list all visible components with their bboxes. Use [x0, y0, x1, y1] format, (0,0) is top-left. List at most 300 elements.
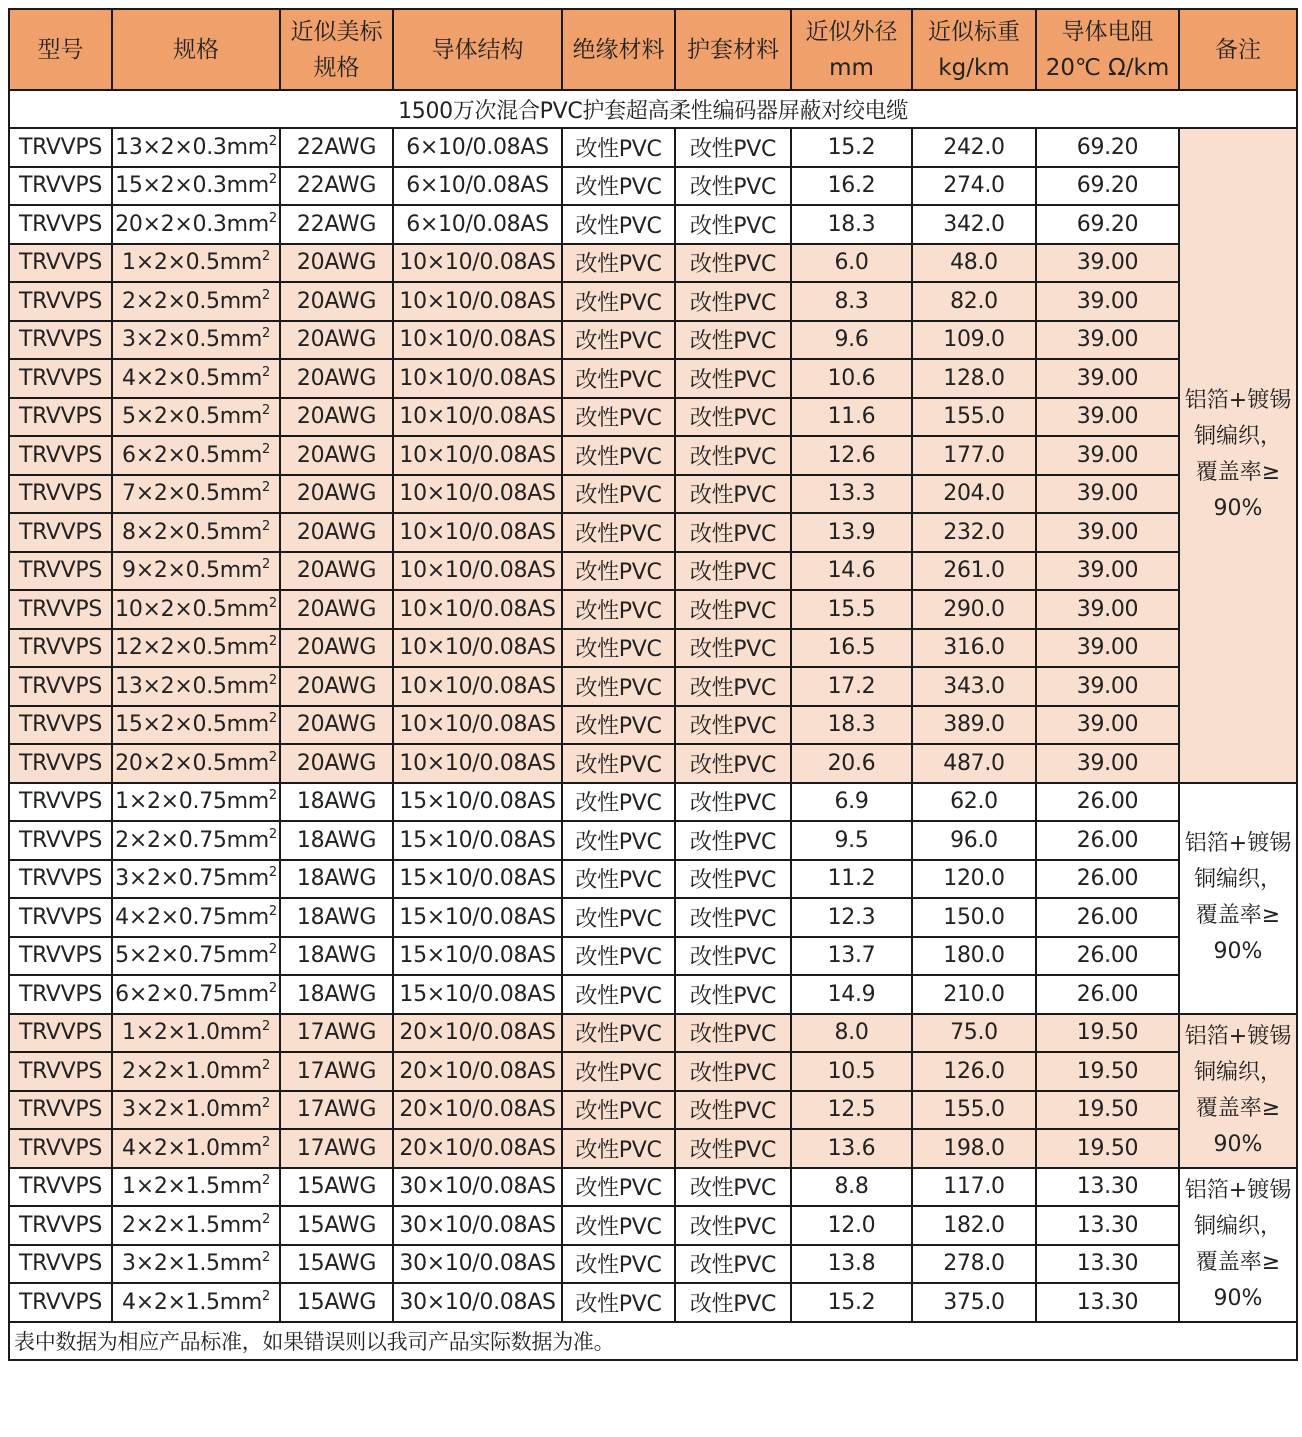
- cell-weight: [912, 898, 1036, 937]
- cell-sheath-text: 改性PVC: [689, 521, 777, 547]
- cell-sheath: [675, 667, 791, 706]
- cell-spec: [112, 1168, 280, 1207]
- cell-conductor: [393, 629, 562, 668]
- cell-sheath: [675, 205, 791, 244]
- cell-conductor: [393, 783, 562, 822]
- cell-conductor-text: 10×10/0.08AS: [399, 327, 556, 353]
- cell-outer-diameter: [791, 975, 912, 1014]
- cell-weight: [912, 667, 1036, 706]
- cell-sheath-text: 改性PVC: [689, 136, 777, 162]
- cell-conductor: [393, 552, 562, 591]
- header-resistance: [1036, 9, 1179, 90]
- cell-spec: [112, 359, 280, 398]
- unit-superscript: 2: [262, 287, 270, 303]
- cell-sheath: [675, 1168, 791, 1207]
- table-row: [9, 898, 1297, 937]
- cell-awg-text: 20AWG: [296, 250, 377, 276]
- cell-outer-diameter-text: 14.9: [827, 981, 876, 1007]
- cell-weight-text: 48.0: [950, 250, 998, 276]
- cell-outer-diameter-text: 10.6: [827, 365, 876, 391]
- remark-cell: [1179, 1014, 1297, 1168]
- cell-outer-diameter: [791, 398, 912, 437]
- cell-awg: [280, 1129, 393, 1168]
- cell-resistance: [1036, 359, 1179, 398]
- cell-spec-text: 2×2×0.75mm: [115, 827, 269, 853]
- cell-sheath-text: 改性PVC: [689, 1176, 777, 1202]
- cell-model-text: TRVVPS: [18, 327, 103, 353]
- cell-insulation: [562, 205, 675, 244]
- cell-resistance: [1036, 860, 1179, 899]
- cell-model: [9, 744, 112, 783]
- cell-insulation-text: 改性PVC: [575, 752, 662, 778]
- cell-awg: [280, 244, 393, 283]
- cell-resistance-text: 13.30: [1076, 1212, 1139, 1238]
- cell-spec-text: 8×2×0.5mm: [122, 519, 263, 545]
- cell-insulation-text: 改性PVC: [575, 1176, 662, 1202]
- cell-outer-diameter-text: 17.2: [827, 673, 876, 699]
- cell-awg: [280, 898, 393, 937]
- footnote-row: [9, 1322, 1297, 1360]
- unit-superscript: 2: [262, 364, 270, 380]
- cell-resistance-text: 13.30: [1076, 1174, 1139, 1200]
- cell-resistance-text: 69.20: [1076, 173, 1139, 199]
- header-conductor-line1: 导体结构: [431, 36, 524, 63]
- cell-outer-diameter: [791, 1206, 912, 1245]
- cell-weight: [912, 1245, 1036, 1284]
- cell-spec: [112, 1091, 280, 1130]
- cell-spec: [112, 1014, 280, 1053]
- cell-awg-text: 17AWG: [296, 1058, 377, 1084]
- cell-resistance: [1036, 975, 1179, 1014]
- cell-insulation: [562, 359, 675, 398]
- remark-line: 覆盖率≥: [1195, 1095, 1281, 1121]
- cell-model: [9, 244, 112, 283]
- table-row: [9, 1206, 1297, 1245]
- cell-spec-text: 2×2×1.0mm: [122, 1058, 263, 1084]
- table-row: [9, 475, 1297, 514]
- footnote: 表中数据为相应产品标准，如果错误则以我司产品实际数据为准。: [9, 1322, 1297, 1360]
- cell-sheath-text: 改性PVC: [689, 290, 777, 316]
- cell-weight-text: 204.0: [943, 481, 1005, 507]
- cell-outer-diameter-text: 8.0: [834, 1020, 869, 1046]
- cell-model: [9, 1283, 112, 1322]
- cable-spec-table: [8, 8, 1298, 1361]
- cell-conductor-text: 15×10/0.08AS: [399, 943, 556, 969]
- remark-line: 铜编织，: [1193, 1059, 1282, 1085]
- cell-spec: [112, 1129, 280, 1168]
- cell-insulation-text: 改性PVC: [575, 791, 662, 817]
- cell-weight: [912, 167, 1036, 206]
- unit-superscript: 2: [262, 557, 270, 573]
- header-spec: [112, 9, 280, 90]
- cell-weight-text: 316.0: [943, 635, 1005, 661]
- header-model-line1: 型号: [37, 36, 84, 63]
- cell-resistance: [1036, 282, 1179, 321]
- cell-conductor: [393, 1091, 562, 1130]
- remark-line: 90%: [1213, 939, 1263, 964]
- cell-conductor: [393, 1245, 562, 1284]
- cell-conductor-text: 15×10/0.08AS: [399, 866, 556, 892]
- cell-model: [9, 975, 112, 1014]
- cell-weight: [912, 1129, 1036, 1168]
- cell-sheath: [675, 475, 791, 514]
- cell-insulation: [562, 898, 675, 937]
- cell-outer-diameter-text: 12.6: [827, 442, 876, 468]
- cell-model: [9, 590, 112, 629]
- cell-sheath: [675, 1206, 791, 1245]
- cell-weight-text: 82.0: [950, 288, 998, 314]
- cell-resistance: [1036, 436, 1179, 475]
- cell-awg-text: 17AWG: [296, 1135, 377, 1161]
- cell-awg-text: 22AWG: [296, 173, 377, 199]
- cell-resistance-text: 39.00: [1076, 519, 1139, 545]
- cell-awg-text: 20AWG: [296, 712, 377, 738]
- cell-weight-text: 150.0: [943, 904, 1005, 930]
- cell-outer-diameter-text: 11.2: [827, 866, 876, 892]
- cell-sheath: [675, 398, 791, 437]
- cell-spec-text: 2×2×0.5mm: [122, 288, 263, 314]
- header-row: [9, 9, 1297, 90]
- cell-model: [9, 205, 112, 244]
- cell-weight-text: 75.0: [950, 1020, 998, 1046]
- cell-outer-diameter: [791, 244, 912, 283]
- cell-insulation-text: 改性PVC: [575, 483, 662, 509]
- cell-awg: [280, 1168, 393, 1207]
- cell-spec-text: 1×2×1.0mm: [122, 1020, 263, 1046]
- cell-conductor-text: 30×10/0.08AS: [399, 1174, 556, 1200]
- cell-insulation-text: 改性PVC: [575, 521, 662, 547]
- cell-spec-text: 4×2×0.5mm: [122, 365, 263, 391]
- cell-weight: [912, 1014, 1036, 1053]
- header-outer-diameter-line1: 近似外径: [805, 18, 898, 45]
- cell-conductor-text: 10×10/0.08AS: [399, 712, 556, 738]
- cell-resistance: [1036, 706, 1179, 745]
- cell-outer-diameter: [791, 1014, 912, 1053]
- header-weight-line1: 近似标重: [928, 18, 1020, 45]
- cell-conductor: [393, 1283, 562, 1322]
- cell-conductor-text: 10×10/0.08AS: [399, 404, 556, 430]
- table-body: [9, 90, 1297, 1322]
- cell-insulation: [562, 1283, 675, 1322]
- cell-awg: [280, 1091, 393, 1130]
- cell-insulation: [562, 1014, 675, 1053]
- cell-resistance-text: 39.00: [1076, 442, 1139, 468]
- cell-conductor-text: 15×10/0.08AS: [399, 789, 556, 815]
- cell-outer-diameter-text: 11.6: [827, 404, 876, 430]
- cell-conductor: [393, 321, 562, 360]
- cell-insulation: [562, 398, 675, 437]
- cell-weight-text: 210.0: [943, 981, 1005, 1007]
- cell-conductor-text: 10×10/0.08AS: [399, 288, 556, 314]
- remark-line: 覆盖率≥: [1195, 903, 1281, 928]
- cell-insulation-text: 改性PVC: [575, 252, 662, 278]
- cell-sheath-text: 改性PVC: [689, 1060, 777, 1086]
- remark-line: 90%: [1213, 496, 1263, 522]
- cell-insulation: [562, 667, 675, 706]
- cell-spec: [112, 282, 280, 321]
- cell-resistance-text: 39.00: [1076, 481, 1139, 507]
- cell-weight: [912, 398, 1036, 437]
- cell-resistance-text: 39.00: [1076, 558, 1139, 584]
- cell-spec-text: 20×2×0.3mm: [115, 211, 269, 237]
- cell-conductor-text: 15×10/0.08AS: [399, 904, 556, 930]
- cell-model: [9, 475, 112, 514]
- cell-model-text: TRVVPS: [18, 519, 103, 545]
- cell-insulation-text: 改性PVC: [575, 329, 662, 355]
- cell-awg-text: 20AWG: [296, 596, 377, 622]
- cell-outer-diameter: [791, 590, 912, 629]
- cell-outer-diameter: [791, 937, 912, 976]
- cell-outer-diameter-text: 9.5: [834, 827, 869, 853]
- cell-sheath-text: 改性PVC: [689, 598, 777, 624]
- cell-model-text: TRVVPS: [18, 558, 103, 584]
- cell-awg-text: 20AWG: [296, 673, 377, 699]
- cell-conductor: [393, 398, 562, 437]
- cell-awg: [280, 552, 393, 591]
- cell-resistance: [1036, 783, 1179, 822]
- cell-resistance: [1036, 244, 1179, 283]
- cell-awg-text: 20AWG: [296, 365, 377, 391]
- cell-resistance: [1036, 167, 1179, 206]
- cell-weight: [912, 205, 1036, 244]
- table-row: [9, 783, 1297, 822]
- cell-spec-text: 1×2×0.75mm: [115, 789, 269, 815]
- cell-model: [9, 513, 112, 552]
- cell-sheath: [675, 244, 791, 283]
- cell-insulation-text: 改性PVC: [575, 213, 662, 239]
- cell-spec: [112, 1245, 280, 1284]
- cell-weight: [912, 783, 1036, 822]
- cell-insulation: [562, 321, 675, 360]
- cell-spec: [112, 898, 280, 937]
- remark-line: 覆盖率≥: [1195, 1249, 1281, 1275]
- cell-weight-text: 389.0: [943, 712, 1005, 738]
- cell-conductor: [393, 282, 562, 321]
- cell-weight: [912, 436, 1036, 475]
- header-resistance-line1: 导体电阻: [1061, 18, 1154, 45]
- cell-awg-text: 20AWG: [296, 558, 377, 584]
- cell-sheath: [675, 128, 791, 167]
- cell-outer-diameter-text: 8.3: [834, 288, 869, 314]
- table-row: [9, 1014, 1297, 1053]
- cell-insulation-text: 改性PVC: [575, 1253, 662, 1279]
- cell-outer-diameter: [791, 282, 912, 321]
- cell-insulation: [562, 937, 675, 976]
- cell-insulation: [562, 744, 675, 783]
- cell-model-text: TRVVPS: [18, 250, 103, 276]
- cell-awg: [280, 667, 393, 706]
- cell-weight-text: 96.0: [950, 827, 998, 853]
- cell-model-text: TRVVPS: [18, 365, 103, 391]
- cell-conductor: [393, 1014, 562, 1053]
- cell-outer-diameter-text: 15.2: [827, 1289, 876, 1315]
- cell-sheath: [675, 167, 791, 206]
- cell-awg-text: 18AWG: [296, 866, 377, 892]
- cell-conductor: [393, 590, 562, 629]
- cell-conductor-text: 10×10/0.08AS: [399, 519, 556, 545]
- cell-sheath-text: 改性PVC: [689, 252, 777, 278]
- cell-awg-text: 18AWG: [296, 789, 377, 815]
- cell-awg: [280, 1283, 393, 1322]
- cell-conductor-text: 10×10/0.08AS: [399, 250, 556, 276]
- cell-conductor-text: 30×10/0.08AS: [399, 1289, 556, 1315]
- cell-insulation: [562, 706, 675, 745]
- cell-outer-diameter: [791, 629, 912, 668]
- cell-outer-diameter: [791, 667, 912, 706]
- cell-insulation-text: 改性PVC: [575, 1137, 662, 1163]
- cell-model: [9, 552, 112, 591]
- cell-awg: [280, 860, 393, 899]
- cell-outer-diameter-text: 9.6: [834, 327, 869, 353]
- cell-sheath: [675, 706, 791, 745]
- cell-insulation: [562, 513, 675, 552]
- cell-awg: [280, 398, 393, 437]
- cell-resistance: [1036, 128, 1179, 167]
- header-awg: [280, 9, 393, 90]
- remark-line: 铜编织，: [1193, 424, 1282, 450]
- table-title-row: [9, 90, 1297, 128]
- unit-superscript: 2: [268, 210, 277, 226]
- cell-model: [9, 1052, 112, 1091]
- cell-model: [9, 128, 112, 167]
- cell-conductor-text: 15×10/0.08AS: [399, 827, 556, 853]
- cell-conductor: [393, 167, 562, 206]
- cell-spec: [112, 1052, 280, 1091]
- cell-awg-text: 20AWG: [296, 481, 377, 507]
- cell-spec-text: 1×2×0.5mm: [122, 250, 263, 276]
- cell-outer-diameter: [791, 321, 912, 360]
- remark-line: 铝箔+镀锡: [1184, 831, 1292, 856]
- cell-spec: [112, 128, 280, 167]
- cell-outer-diameter: [791, 1091, 912, 1130]
- cell-insulation-text: 改性PVC: [575, 637, 662, 663]
- cell-conductor: [393, 1052, 562, 1091]
- cell-outer-diameter-text: 13.7: [827, 943, 876, 969]
- cell-weight-text: 128.0: [943, 365, 1005, 391]
- cell-sheath-text: 改性PVC: [689, 945, 777, 971]
- cell-spec-text: 13×2×0.5mm: [115, 673, 269, 699]
- cell-resistance-text: 69.20: [1076, 134, 1139, 160]
- cell-model-text: TRVVPS: [18, 750, 103, 776]
- cell-resistance: [1036, 513, 1179, 552]
- unit-superscript: 2: [262, 518, 270, 534]
- unit-superscript: 2: [268, 942, 277, 958]
- cell-spec-text: 4×2×1.5mm: [122, 1289, 263, 1315]
- cell-conductor-text: 10×10/0.08AS: [399, 365, 556, 391]
- cell-weight: [912, 744, 1036, 783]
- unit-superscript: 2: [268, 711, 277, 727]
- cell-resistance: [1036, 205, 1179, 244]
- cell-outer-diameter-text: 20.6: [827, 750, 876, 776]
- cell-resistance: [1036, 1283, 1179, 1322]
- cell-awg: [280, 167, 393, 206]
- cell-spec: [112, 552, 280, 591]
- cell-insulation: [562, 629, 675, 668]
- cell-conductor: [393, 359, 562, 398]
- cell-sheath-text: 改性PVC: [689, 367, 777, 393]
- cell-model: [9, 282, 112, 321]
- cell-model-text: TRVVPS: [18, 789, 103, 815]
- cell-model: [9, 1168, 112, 1207]
- cell-spec: [112, 629, 280, 668]
- unit-superscript: 2: [268, 672, 277, 688]
- cell-outer-diameter-text: 12.5: [827, 1097, 876, 1123]
- unit-superscript: 2: [268, 133, 277, 149]
- table-row: [9, 1091, 1297, 1130]
- table-row: [9, 590, 1297, 629]
- cell-awg-text: 18AWG: [296, 943, 377, 969]
- cell-sheath: [675, 898, 791, 937]
- cell-weight: [912, 513, 1036, 552]
- cell-sheath-text: 改性PVC: [689, 1022, 777, 1048]
- cell-insulation-text: 改性PVC: [575, 136, 662, 162]
- unit-superscript: 2: [262, 1211, 270, 1227]
- cell-awg-text: 17AWG: [296, 1020, 377, 1046]
- cell-outer-diameter: [791, 1052, 912, 1091]
- cell-insulation: [562, 436, 675, 475]
- cell-awg: [280, 359, 393, 398]
- cell-sheath-text: 改性PVC: [689, 406, 777, 432]
- cell-outer-diameter: [791, 898, 912, 937]
- cell-spec: [112, 667, 280, 706]
- cell-resistance: [1036, 1052, 1179, 1091]
- table-row: [9, 513, 1297, 552]
- cell-weight-text: 274.0: [943, 173, 1005, 199]
- cell-insulation-text: 改性PVC: [575, 1060, 662, 1086]
- cell-model-text: TRVVPS: [18, 1097, 103, 1123]
- cell-resistance-text: 39.00: [1076, 635, 1139, 661]
- cell-insulation-text: 改性PVC: [575, 175, 662, 201]
- cell-resistance: [1036, 821, 1179, 860]
- cell-outer-diameter-text: 8.8: [834, 1174, 869, 1200]
- cell-outer-diameter-text: 10.5: [827, 1058, 876, 1084]
- cell-awg-text: 22AWG: [296, 211, 377, 237]
- cell-spec-text: 3×2×0.5mm: [122, 327, 263, 353]
- cell-model-text: TRVVPS: [18, 1289, 103, 1315]
- cell-model-text: TRVVPS: [18, 1212, 103, 1238]
- cell-awg-text: 20AWG: [296, 519, 377, 545]
- cell-insulation: [562, 590, 675, 629]
- cell-model-text: TRVVPS: [18, 635, 103, 661]
- cell-awg: [280, 590, 393, 629]
- cell-spec: [112, 706, 280, 745]
- cell-spec-text: 15×2×0.5mm: [115, 712, 269, 738]
- cell-awg-text: 15AWG: [296, 1174, 377, 1200]
- cell-awg: [280, 321, 393, 360]
- table-row: [9, 359, 1297, 398]
- remark-line: 覆盖率≥: [1195, 460, 1281, 486]
- cell-sheath: [675, 359, 791, 398]
- cell-conductor: [393, 860, 562, 899]
- cell-model: [9, 359, 112, 398]
- cell-resistance-text: 39.00: [1076, 250, 1139, 276]
- cell-outer-diameter-text: 16.2: [827, 173, 876, 199]
- cell-outer-diameter: [791, 1129, 912, 1168]
- cell-insulation-text: 改性PVC: [575, 906, 662, 932]
- cell-insulation-text: 改性PVC: [575, 1099, 662, 1125]
- header-sheath-line1: 护套材料: [687, 36, 779, 63]
- cell-insulation: [562, 783, 675, 822]
- cell-model: [9, 937, 112, 976]
- cell-insulation-text: 改性PVC: [575, 983, 662, 1009]
- cell-sheath: [675, 860, 791, 899]
- cell-spec-text: 7×2×0.5mm: [122, 481, 263, 507]
- cell-awg-text: 20AWG: [296, 327, 377, 353]
- cell-resistance: [1036, 898, 1179, 937]
- cell-sheath-text: 改性PVC: [689, 1253, 777, 1279]
- cell-awg-text: 20AWG: [296, 750, 377, 776]
- header-resistance-line2: 20℃ Ω/km: [1045, 54, 1170, 81]
